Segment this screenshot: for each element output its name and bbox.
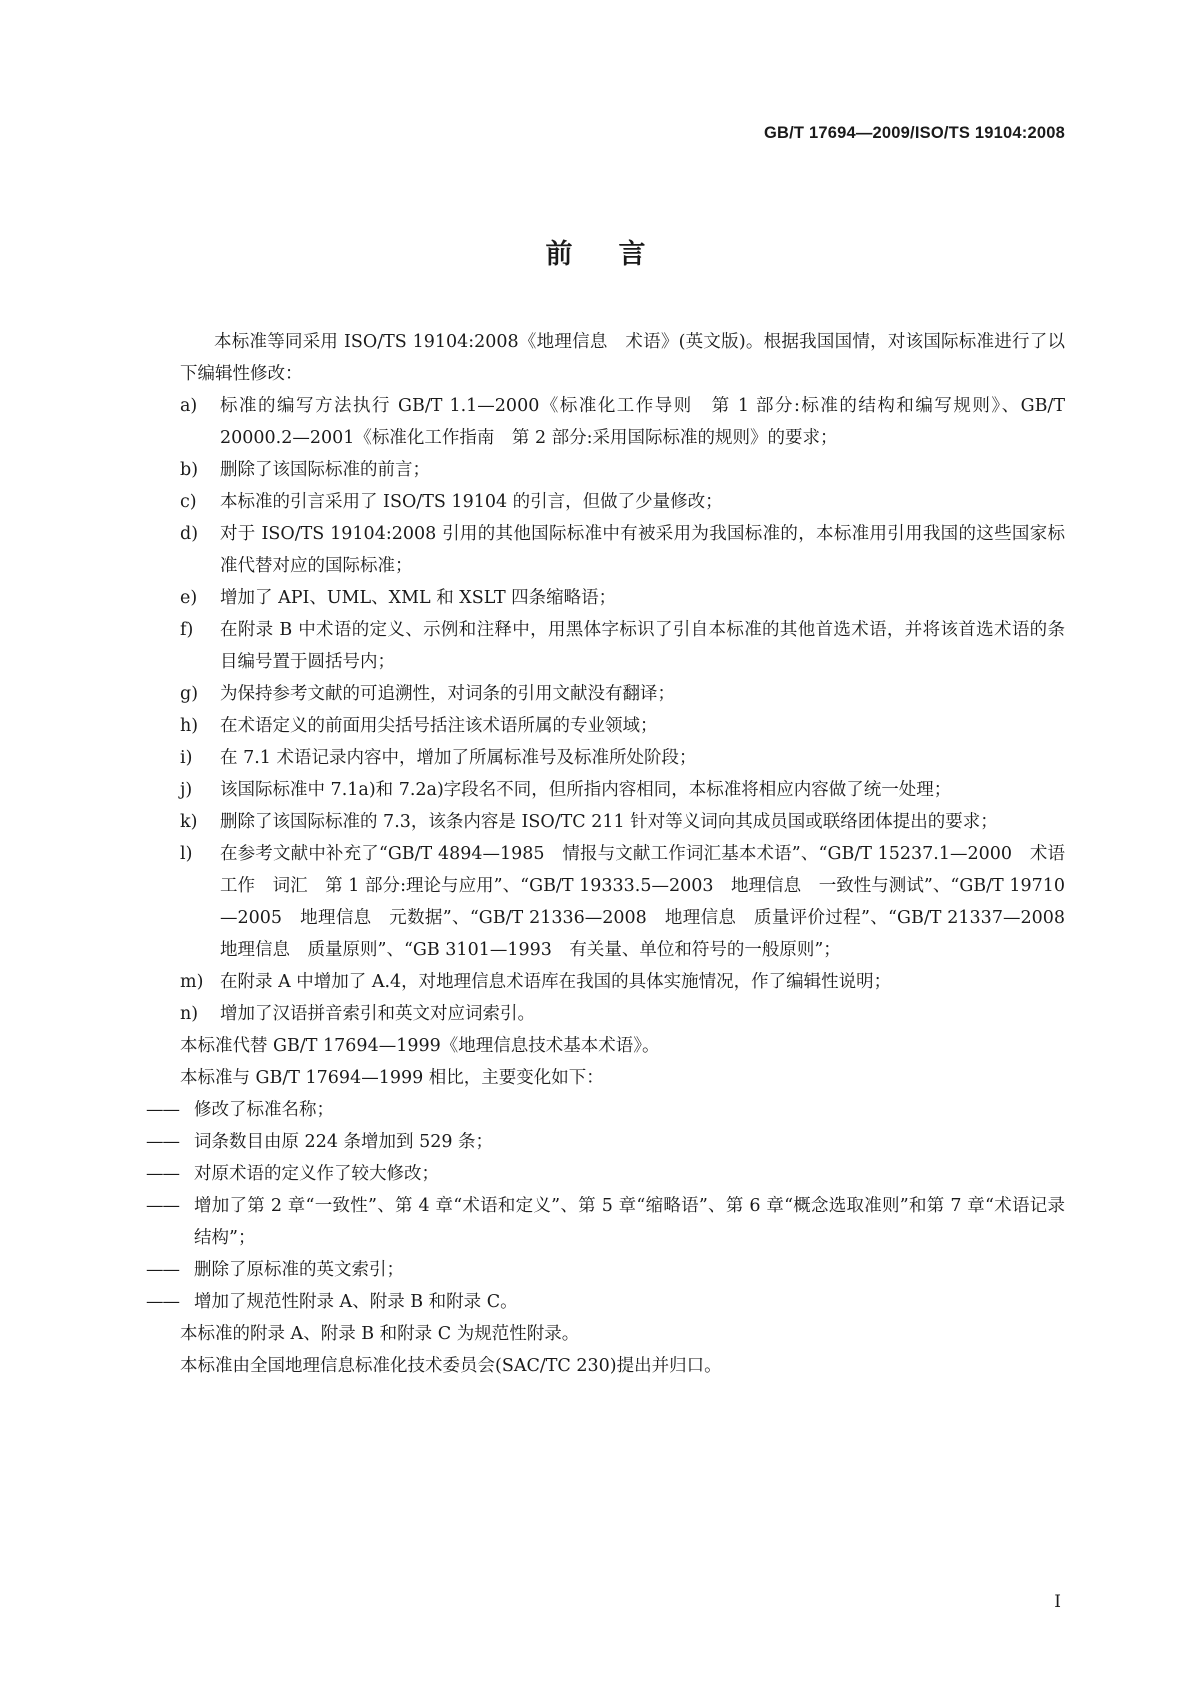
- change-item-text: 修改了标准名称；: [194, 1100, 334, 1120]
- list-item: [180, 582, 1065, 614]
- preface-body: [146, 326, 1083, 1382]
- list-item: [180, 838, 1083, 966]
- list-marker: n): [180, 1004, 199, 1024]
- change-item: [146, 1126, 1065, 1158]
- list-marker: a): [180, 396, 198, 416]
- list-item: [180, 390, 1065, 454]
- list-item-text: 标准的编写方法执行 GB/T 1.1—2000《标准化工作导则 第 1 部分:标准的结构和编写规则》、GB/T 20000.2—2001《标准化工作指南 第 2 部分:采用国际标准的规则》的要求；: [220, 396, 1065, 448]
- modification-list: [180, 390, 1083, 1030]
- dash-marker: ——: [146, 1164, 179, 1184]
- list-marker: l): [180, 844, 193, 864]
- change-item: [146, 1094, 1065, 1126]
- list-marker: j): [180, 780, 193, 800]
- list-marker: d): [180, 524, 199, 544]
- list-marker: e): [180, 588, 198, 608]
- list-item: [180, 486, 1065, 518]
- change-item-text: 对原术语的定义作了较大修改；: [194, 1164, 439, 1184]
- list-marker: g): [180, 684, 199, 704]
- list-item: [180, 806, 1065, 838]
- list-item: [180, 614, 1065, 678]
- list-marker: i): [180, 748, 193, 768]
- list-item-text: 本标准的引言采用了 ISO/TS 19104 的引言，但做了少量修改；: [220, 492, 723, 512]
- change-item-text: 删除了原标准的英文索引；: [194, 1260, 404, 1280]
- list-item-text: 为保持参考文献的可追溯性，对词条的引用文献没有翻译；: [220, 684, 675, 704]
- list-item-text: 在 7.1 术语记录内容中，增加了所属标准号及标准所处阶段；: [220, 748, 697, 768]
- change-item-text: 增加了规范性附录 A、附录 B 和附录 C。: [194, 1292, 518, 1312]
- change-item: [146, 1158, 1065, 1190]
- list-marker: f): [180, 620, 194, 640]
- list-item-text: 增加了 API、UML、XML 和 XSLT 四条缩略语；: [220, 588, 617, 608]
- list-item-text: 该国际标准中 7.1a)和 7.2a)字段名不同，但所指内容相同，本标准将相应内容做了统一处理；: [220, 780, 952, 800]
- proposer-note: 本标准由全国地理信息标准化技术委员会(SAC/TC 230)提出并归口。: [180, 1356, 722, 1376]
- list-item: [180, 518, 1065, 582]
- list-item: [180, 678, 1065, 710]
- dash-marker: ——: [146, 1292, 179, 1312]
- list-item: [180, 454, 1065, 486]
- changes-intro: 本标准与 GB/T 17694—1999 相比，主要变化如下：: [180, 1068, 604, 1088]
- change-item: [146, 1190, 1065, 1254]
- dash-marker: ——: [146, 1196, 179, 1216]
- changes-list: [146, 1094, 1065, 1318]
- page-number: I: [1054, 1592, 1061, 1612]
- dash-marker: ——: [146, 1132, 179, 1152]
- list-item-text: 删除了该国际标准的 7.3，该条内容是 ISO/TC 211 针对等义词向其成员国或联络团体提出的要求；: [220, 812, 998, 832]
- change-item: [146, 1254, 1065, 1286]
- dash-marker: ——: [146, 1260, 179, 1280]
- page-title: 前言: [545, 239, 692, 270]
- list-item-text: 在术语定义的前面用尖括号括注该术语所属的专业领域；: [220, 716, 658, 736]
- list-item-text: 删除了该国际标准的前言；: [220, 460, 430, 480]
- list-item: [180, 774, 1065, 806]
- list-item: [180, 742, 1065, 774]
- replaces-statement: 本标准代替 GB/T 17694—1999《地理信息技术基本术语》。: [180, 1036, 660, 1056]
- list-item: [180, 710, 1065, 742]
- list-marker: c): [180, 492, 197, 512]
- list-item: [180, 966, 1065, 998]
- dash-marker: ——: [146, 1100, 179, 1120]
- annex-note: 本标准的附录 A、附录 B 和附录 C 为规范性附录。: [180, 1324, 580, 1344]
- intro-paragraph: 本标准等同采用 ISO/TS 19104:2008《地理信息 术语》(英文版)。根据我国国情，对该国际标准进行了以下编辑性修改：: [180, 332, 1065, 384]
- list-item-text: 在附录 B 中术语的定义、示例和注释中，用黑体字标识了引自本标准的其他首选术语，并将该首选术语的条目编号置于圆括号内；: [220, 620, 1065, 672]
- list-item-text: 增加了汉语拼音索引和英文对应词索引。: [220, 1004, 535, 1024]
- change-item-text: 增加了第 2 章“一致性”、第 4 章“术语和定义”、第 5 章“缩略语”、第 6 章“概念选取准则”和第 7 章“术语记录结构”；: [194, 1196, 1065, 1248]
- list-item-text: 在参考文献中补充了“GB/T 4894—1985 情报与文献工作词汇基本术语”、“GB/T 15237.1—2000 术语工作 词汇 第 1 部分:理论与应用”、“GB/T 19333.5—2003 地理信息 一致性与测试”、“GB/T 19710—2005 地理信息 元数据”、“GB/T 21336—2008 地理信息 质量评价过程”、“GB/T 21337—2008 地理信息 质量原则”、“GB 3101—1993 有关量、单位和符号的一般原则”；: [220, 844, 1083, 960]
- list-item-text: 在附录 A 中增加了 A.4，对地理信息术语库在我国的具体实施情况，作了编辑性说明；: [220, 972, 892, 992]
- standard-number-header: GB/T 17694—2009/ISO/TS 19104:2008: [763, 124, 1065, 142]
- change-item-text: 词条数目由原 224 条增加到 529 条；: [194, 1132, 494, 1152]
- list-item: [180, 998, 1065, 1030]
- list-item-text: 对于 ISO/TS 19104:2008 引用的其他国际标准中有被采用为我国标准的，本标准用引用我国的这些国家标准代替对应的国际标准；: [220, 524, 1065, 576]
- list-marker: m): [180, 972, 204, 992]
- list-marker: h): [180, 716, 199, 736]
- list-marker: k): [180, 812, 198, 832]
- change-item: [146, 1286, 1065, 1318]
- list-marker: b): [180, 460, 199, 480]
